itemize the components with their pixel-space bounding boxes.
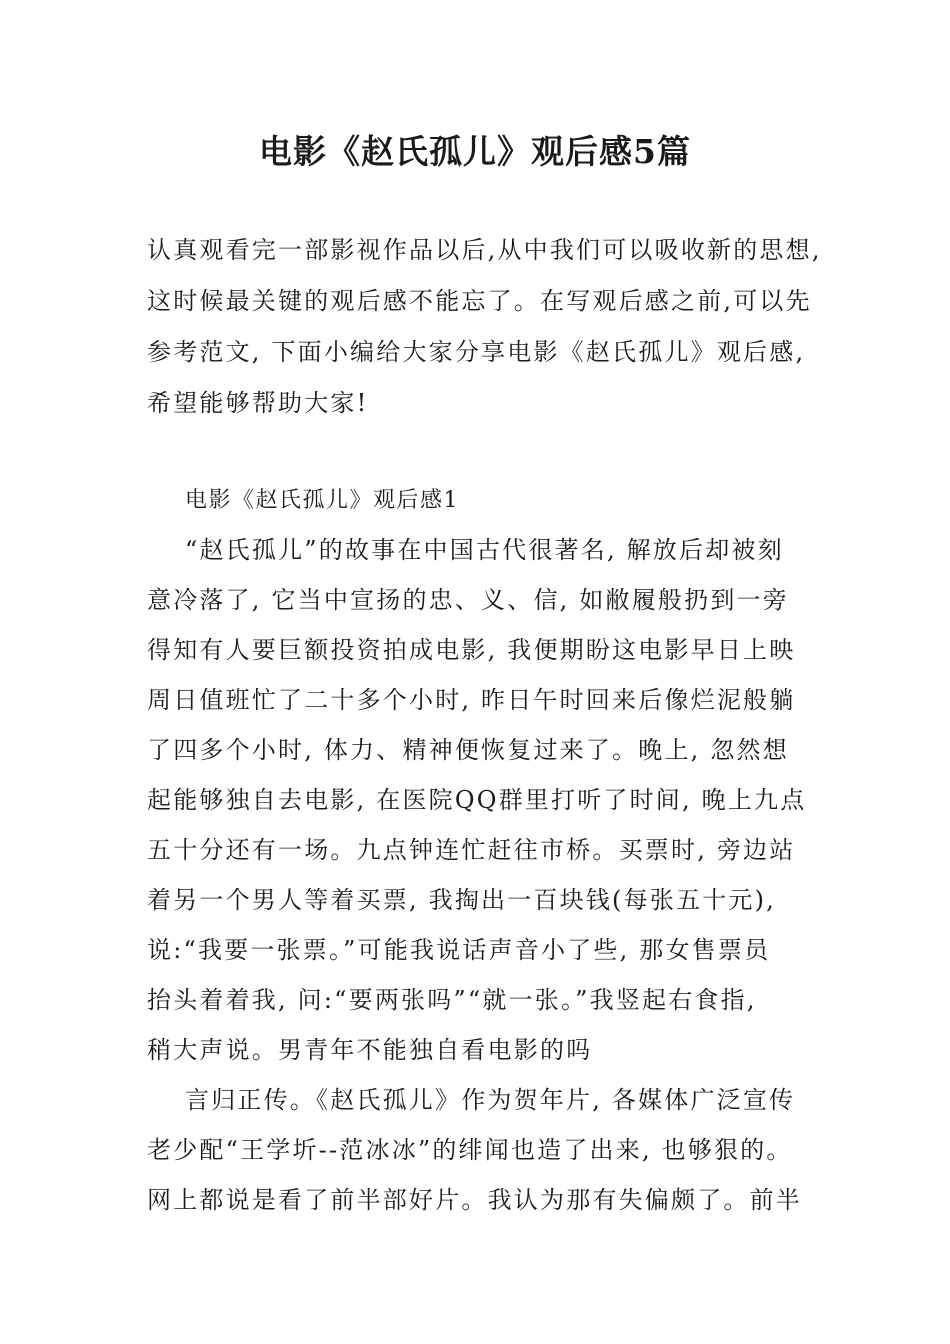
- paragraph-line: 意冷落了, 它当中宣扬的忠、义、信, 如敝履般扔到一旁: [147, 586, 789, 614]
- paragraph-line: 老少配“王学圻--范冰冰”的绯闻也造了出来, 也够狠的。: [147, 1136, 793, 1164]
- paragraph-line: 周日值班忙了二十多个小时, 昨日午时回来后像烂泥般躺: [147, 686, 796, 714]
- paragraph-line: 稍大声说。男青年不能独自看电影的吗: [147, 1036, 593, 1064]
- section-heading: 电影《赵氏孤儿》观后感1: [185, 488, 459, 513]
- intro-line: 这时候最关键的观后感不能忘了。在写观后感之前,可以先: [147, 287, 812, 315]
- paragraph-line: 抬头着着我, 问:“要两张吗”“就一张。”我竖起右食指,: [147, 986, 757, 1014]
- paragraph-line: 说:“我要一张票。”可能我说话声音小了些, 那女售票员: [147, 936, 771, 964]
- paragraph-line: 起能够独自去电影, 在医院QQ群里打听了时间, 晚上九点: [147, 786, 807, 814]
- paragraph-line: 得知有人要巨额投资拍成电影, 我便期盼这电影早日上映: [147, 636, 796, 664]
- paragraph-line: 着另一个男人等着买票, 我掏出一百块钱(每张五十元),: [147, 886, 777, 914]
- intro-line: 参考范文, 下面小编给大家分享电影《赵氏孤儿》观后感,: [147, 338, 806, 366]
- paragraph-line: 网上都说是看了前半部好片。我认为那有失偏颇了。前半: [147, 1186, 802, 1214]
- paragraph-line: 言归正传。《赵氏孤儿》作为贺年片, 各媒体广泛宣传: [185, 1086, 796, 1114]
- paragraph-line: 五十分还有一场。九点钟连忙赶往市桥。买票时, 旁边站: [147, 836, 796, 864]
- paragraph-line: 了四多个小时, 体力、精神便恢复过来了。晚上, 忽然想: [147, 736, 789, 764]
- paragraph-line: “赵氏孤儿”的故事在中国古代很著名, 解放后却被刻: [185, 536, 784, 564]
- intro-line: 认真观看完一部影视作品以后,从中我们可以吸收新的思想,: [147, 236, 822, 264]
- document-title: 电影《赵氏孤儿》观后感5篇: [259, 132, 691, 171]
- intro-line: 希望能够帮助大家!: [147, 389, 369, 417]
